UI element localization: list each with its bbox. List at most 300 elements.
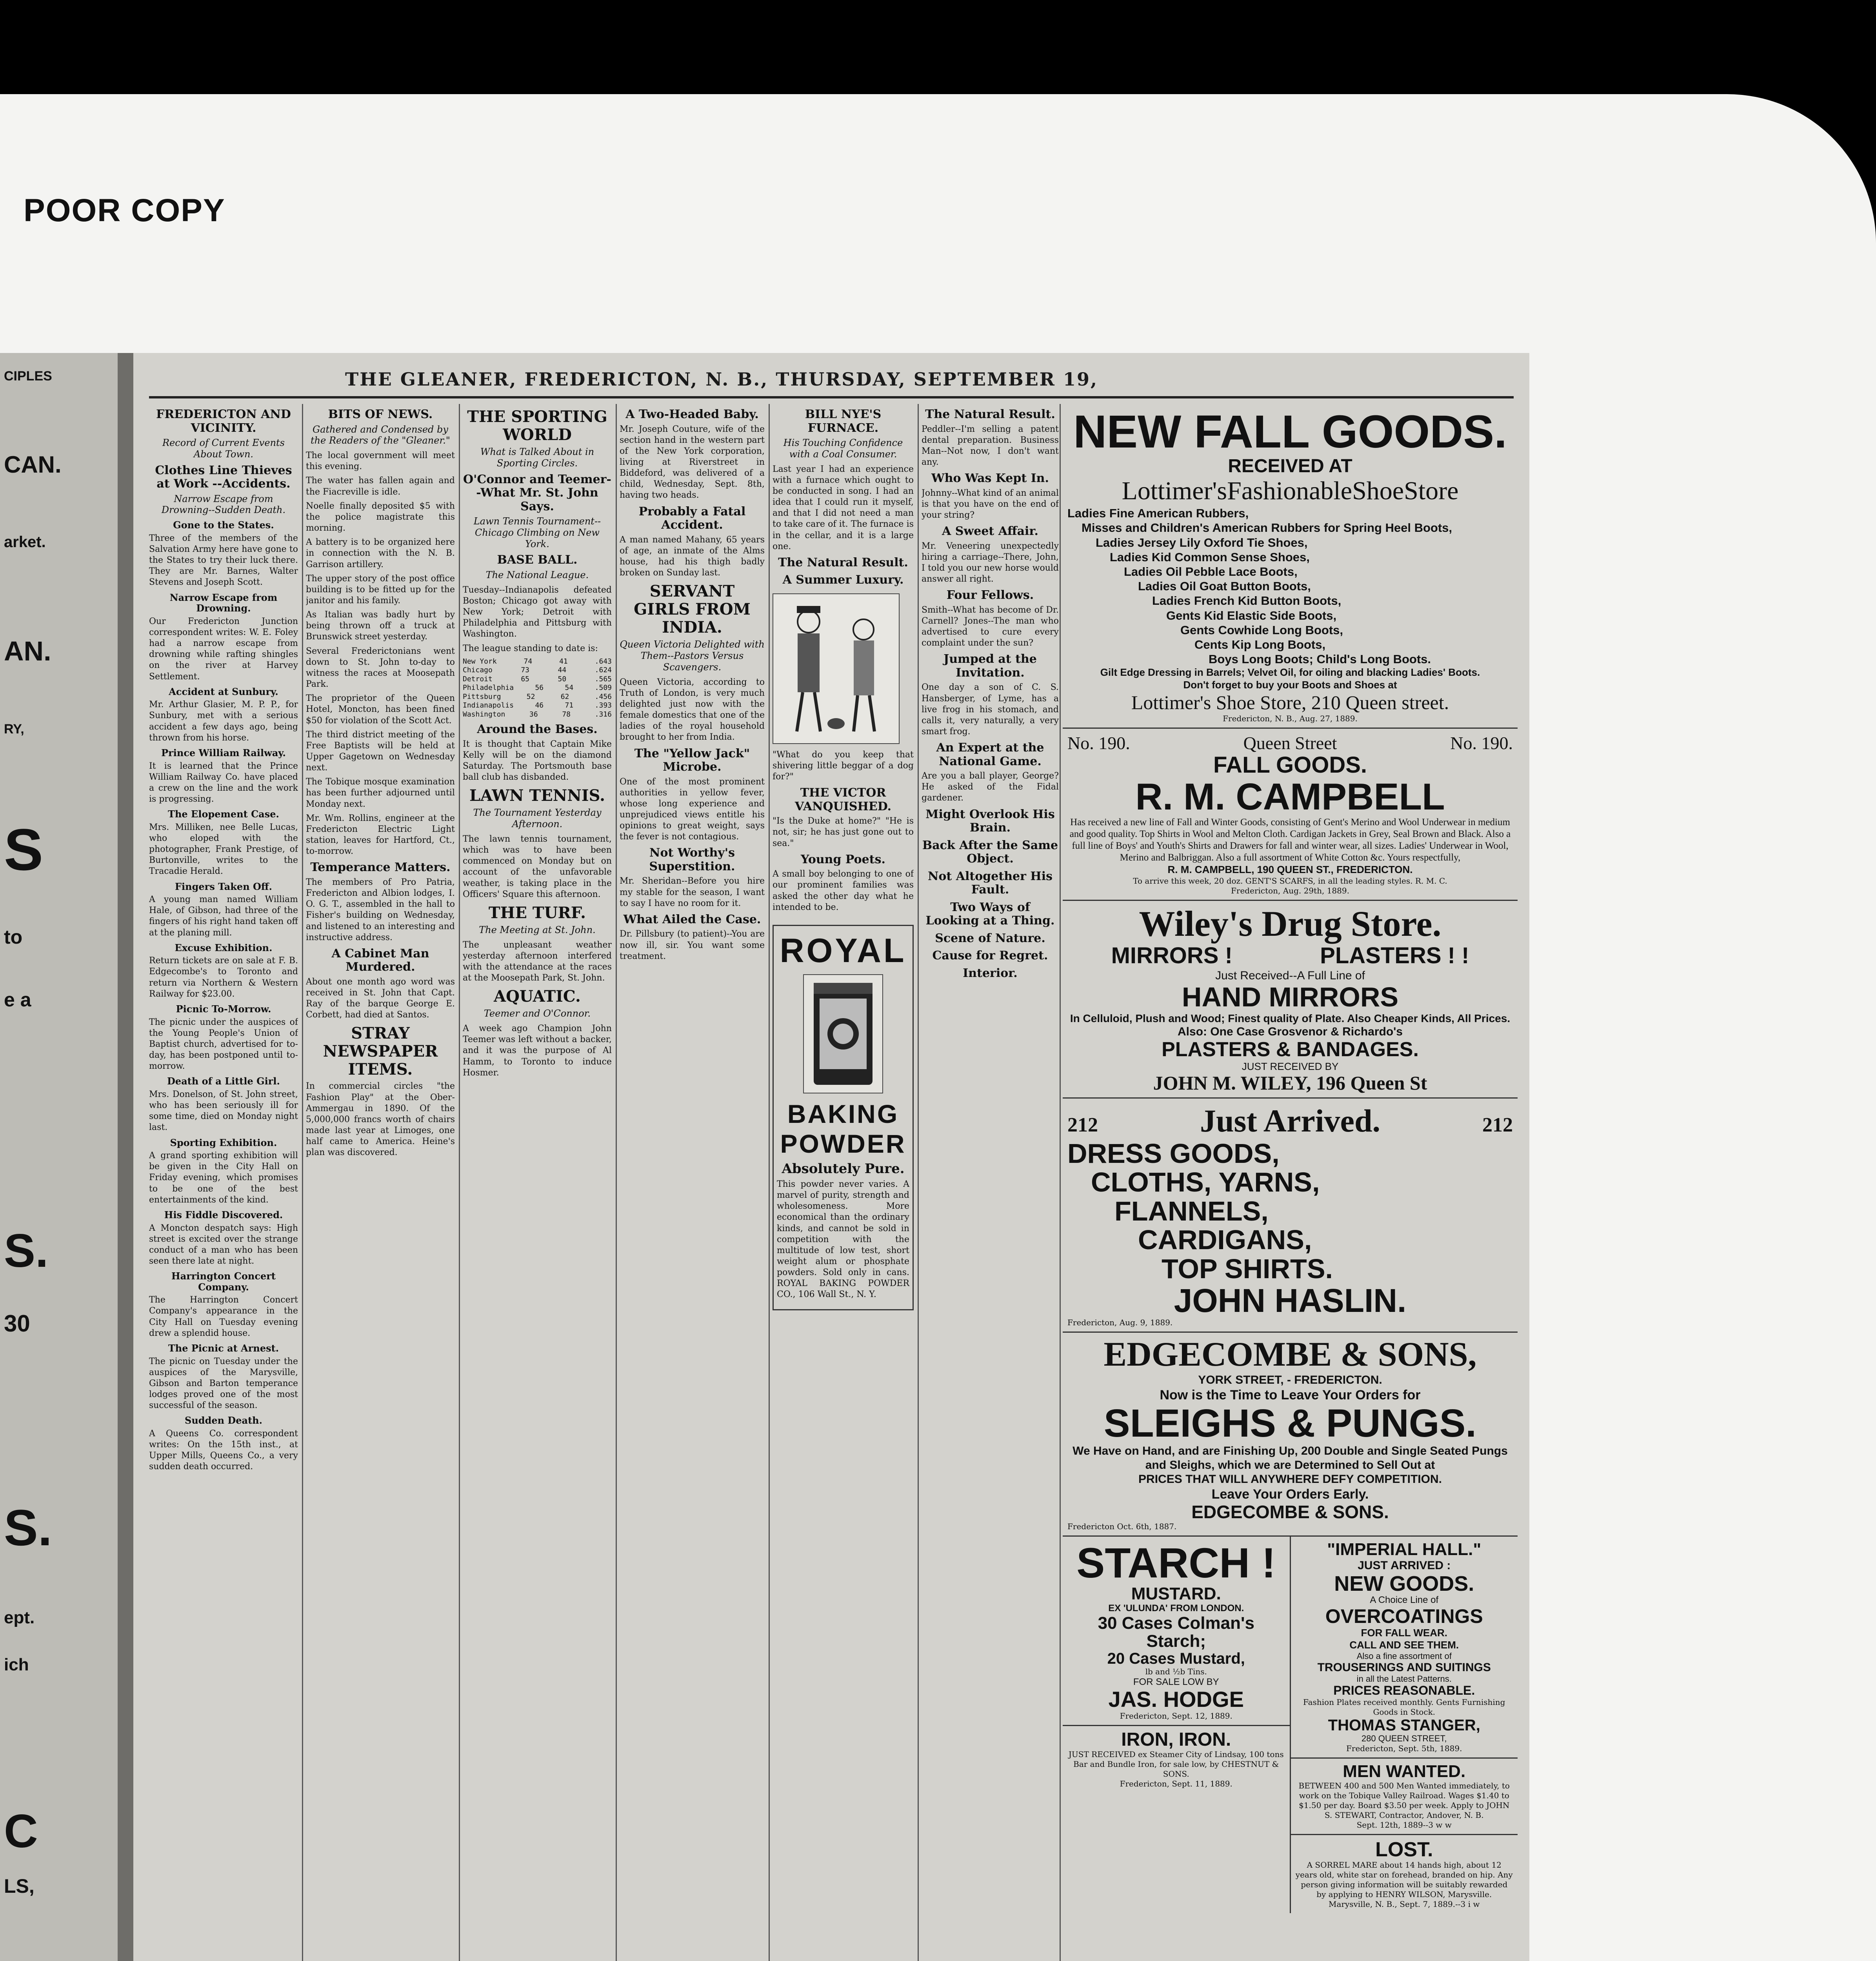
col2-headline: BITS OF NEWS.: [328, 407, 433, 421]
royal-ad-title: ROYAL: [780, 931, 907, 970]
col5-headline-4: THE VICTOR VANQUISHED.: [794, 786, 892, 813]
col6-headline-7: Might Overlook His Brain.: [925, 807, 1055, 835]
lost-body: A SORREL MARE about 14 hands high, about 12 years old, white star on forehead, branded on hip. Any person giving information will be suitably rewarded by applying to HENRY WILSON, Marysville.: [1295, 1860, 1513, 1899]
standings-cell-club: Pittsburg: [463, 692, 501, 701]
previous-page-fragment: CIPLES: [4, 369, 52, 384]
col4-headline: A Two-Headed Baby.: [625, 407, 759, 421]
col4-headline-6: What Ailed the Case.: [623, 912, 761, 926]
shoe-list-item: Cents Kip Long Boots,: [1194, 637, 1326, 651]
imperial-just: JUST ARRIVED :: [1358, 1559, 1451, 1572]
previous-page-fragment: CAN.: [4, 451, 62, 478]
haslin-goods-item: CARDIGANS,: [1138, 1224, 1312, 1255]
wiley-drug-store-ad: [1063, 901, 1518, 1099]
column-miscellany: [620, 404, 765, 1961]
col1-item-title: Death of a Little Girl.: [167, 1075, 280, 1087]
wiley-hand-mirrors: HAND MIRRORS: [1182, 982, 1399, 1013]
page-gutter: [118, 353, 133, 1961]
col1-item-body: A Moncton despatch says: High street is excited over the strange conduct of a man who has been seen there late at night.: [149, 1223, 298, 1266]
col6-headline-4: Four Fellows.: [946, 588, 1034, 602]
previous-page-fragment: e a: [4, 989, 31, 1011]
col1-item-title: Sudden Death.: [185, 1415, 262, 1426]
col1-item-title: Picnic To-Morrow.: [176, 1003, 271, 1015]
advertisement-column: [1063, 404, 1518, 1961]
col3-subhead: What is Talked About in Sporting Circles.: [480, 446, 594, 469]
standings-cell-won: 36: [529, 710, 538, 719]
col5-caption-3: "What do you keep that shivering little beggar of a dog for?": [773, 749, 914, 782]
wiley-just-received: Just Received--A Full Line of: [1215, 969, 1365, 982]
column-divider: [459, 404, 460, 1961]
col4-headline-3: SERVANT GIRLS FROM INDIA.: [634, 582, 751, 637]
lost-ad: [1291, 1835, 1518, 1914]
previous-page-strip: [0, 353, 118, 1961]
col3-subhead-5: The Meeting at St. John.: [479, 924, 596, 935]
col5-headline-3: A Summer Luxury.: [782, 573, 904, 587]
col5-headline-2: The Natural Result.: [778, 555, 908, 569]
imperial-also: Also a fine assortment of: [1356, 1651, 1452, 1661]
col2-news-item: Noelle finally deposited $5 with the police magistrate this morning.: [306, 501, 455, 533]
standings-cell-lost: 71: [565, 701, 574, 710]
standings-cell-won: 56: [535, 684, 544, 692]
haslin-goods-item: DRESS GOODS,: [1067, 1138, 1280, 1169]
col1-item-title: The Picnic at Arnest.: [168, 1342, 279, 1354]
standings-cell-lost: 78: [562, 710, 571, 719]
col2-headline-3: A Cabinet Man Murdered.: [331, 946, 429, 974]
shoe-list-item: Ladies Oil Goat Button Boots,: [1138, 579, 1311, 593]
col1-item-title: The Elopement Case.: [168, 808, 279, 820]
col5-body-4: "Is the Duke at home?" "He is not, sir; he has just gone out to sea.": [773, 816, 914, 848]
campbell-name: R. M. CAMPBELL: [1135, 775, 1445, 818]
column-divider: [616, 404, 617, 1961]
haslin-ad: [1063, 1099, 1518, 1333]
col6-headline-12: Cause for Regret.: [932, 949, 1048, 963]
campbell-number-right: No. 190.: [1450, 733, 1513, 753]
imperial-overcoatings: OVERCOATINGS: [1325, 1605, 1483, 1628]
col1-headline: FREDERICTON AND VICINITY.: [156, 407, 291, 435]
standings-row: [463, 666, 612, 675]
column-divider: [918, 404, 919, 1961]
shoe-list-item: Ladies Kid Common Sense Shoes,: [1110, 550, 1310, 564]
received-at: RECEIVED AT: [1228, 455, 1352, 477]
men-wanted-date: Sept. 12th, 1889--3 w w: [1356, 1820, 1452, 1830]
col6-body-4: Smith--What has become of Dr. Carnell? Jones--The man who advertised to cure every complaint under the sun?: [922, 605, 1059, 648]
standings-row: [463, 693, 612, 702]
col1-item-body: A Queens Co. correspondent writes: On the 15th inst., at Upper Mills, Queens Co., a very sudden death occurred.: [149, 1428, 298, 1472]
wiley-also: Also: One Case Grosvenor & Richardo's: [1178, 1025, 1403, 1039]
col6-body-6: Are you a ball player, George? He asked of the Fidal gardener.: [922, 771, 1059, 803]
shoe-list-item: Ladies Fine American Rubbers,: [1067, 506, 1249, 520]
col1-item-title: Excuse Exhibition.: [175, 942, 273, 953]
starch-for-sale: FOR SALE LOW BY: [1133, 1677, 1219, 1688]
col1-item-body: Our Fredericton Junction correspondent writes: W. E. Foley had a narrow escape from drowning while rafting shingles on the river at Harvey Settlement.: [149, 616, 298, 682]
col3-body: Tuesday--Indianapolis defeated Boston; Chicago got away with New York; Detroit with Philadelphia and Pittsburg with Washington.: [463, 585, 612, 639]
haslin-goods-list: [1067, 1139, 1513, 1284]
column-bits-of-news: [306, 404, 455, 1961]
starch-title: STARCH !: [1076, 1539, 1276, 1586]
campbell-note: To arrive this week, 20 doz. GENT'S SCARFS, in all the leading styles. R. M. C.: [1133, 876, 1447, 886]
shoe-list-item: Gents Kid Elastic Side Boots,: [1166, 608, 1337, 622]
haslin-goods-item: FLANNELS,: [1114, 1195, 1269, 1226]
col6-headline-3: A Sweet Affair.: [942, 524, 1038, 538]
wiley-mirrors: MIRRORS !: [1111, 943, 1232, 969]
col2-news-item: As Italian was badly hurt by being thrown off a truck at Brunswick street yesterday.: [306, 610, 455, 642]
standings-cell-pc: .624: [594, 666, 612, 675]
column-humor: [922, 404, 1059, 1961]
campbell-date: Fredericton, Aug. 29th, 1889.: [1231, 886, 1349, 895]
col3-subhead-2: Lawn Tennis Tournament--Chicago Climbing on New York.: [473, 516, 601, 549]
standings-cell-won: 73: [521, 666, 530, 675]
baking-powder-can-illustration: [803, 974, 883, 1093]
col1-item-body: Mrs. Milliken, nee Belle Lucas, who eloped with the photographer, Frank Prestige, of Burtonville, writes to the Tracadie Herald.: [149, 822, 298, 877]
royal-ad-body: This powder never varies. A marvel of purity, strength and wholesomeness. More economical than the ordinary kinds, and cannot be sold in competition with the multitude of low test, short weight alum or phosphate powders. Sold only in cans. ROYAL BAKING POWDER CO., 106 Wall St., N. Y.: [777, 1179, 909, 1300]
col2-news-item: The Tobique mosque examination has been further adjourned until Monday next.: [306, 777, 455, 809]
previous-page-fragment: S: [4, 817, 44, 882]
previous-page-fragment: AN.: [4, 636, 51, 666]
col2-news-item: The local government will meet this evening.: [306, 451, 455, 472]
wiley-name: JOHN M. WILEY, 196 Queen St: [1153, 1072, 1427, 1094]
col3-headline-5: THE TURF.: [488, 903, 586, 922]
campbell-ad: [1063, 729, 1518, 901]
col1-item-body: A young man named William Hale, of Gibson, had three of the fingers of his right hand taken off at the planing mill.: [149, 895, 298, 938]
imperial-choice: A Choice Line of: [1370, 1595, 1439, 1606]
col2-body-4: In commercial circles "the Fashion Play" at the Ober-Ammergau in 1890. Of the 5,000,000 francs worth of chairs made last year at Limoges, one half came to America. Heine's plan was discovered.: [306, 1081, 455, 1158]
starch-mustard: MUSTARD.: [1131, 1584, 1221, 1603]
standings-cell-club: New York: [463, 657, 497, 666]
col5-subhead: His Touching Confidence with a Coal Consumer.: [783, 437, 903, 460]
standings-cell-pc: .643: [594, 657, 612, 666]
wiley-celluloid: In Celluloid, Plush and Wood; Finest quality of Plate. Also Cheaper Kinds, All Prices.: [1070, 1012, 1511, 1024]
column-bill-nye: [773, 404, 914, 1961]
imperial-address: 280 QUEEN STREET,: [1361, 1733, 1447, 1743]
starch-mustard-cases: 20 Cases Mustard,: [1107, 1650, 1245, 1668]
previous-page-fragment: C: [4, 1805, 38, 1857]
col1-item-title: His Fiddle Discovered.: [164, 1209, 283, 1221]
edgecombe-prices: PRICES THAT WILL ANYWHERE DEFY COMPETITION.: [1138, 1473, 1442, 1486]
previous-page-fragment: S.: [4, 1224, 49, 1277]
standings-cell-pc: .316: [594, 710, 612, 719]
shoe-list-item: Misses and Children's American Rubbers for Spring Heel Boots,: [1082, 521, 1452, 535]
col5-body: Last year I had an experience with a furnace which ought to be conducted in song. I had an idea that I could run it myself, and that I did not need a man to take care of it. The furnace is in the cellar, and it is a large one.: [773, 464, 914, 551]
imperial-call: CALL AND SEE THEM.: [1349, 1639, 1459, 1651]
col4-body-3: Queen Victoria, according to Truth of London, is very much delighted just now with the female domestics that one of the ladies of the royal household brought to her from India.: [620, 677, 765, 742]
lost-date: Marysville, N. B., Sept. 7, 1889.--3 i w: [1328, 1899, 1480, 1909]
col6-headline-6: An Expert at the National Game.: [936, 741, 1044, 768]
standings-cell-club: Philadelphia: [463, 684, 514, 692]
col4-body-6: Dr. Pillsbury (to patient)--You are now ill, sir. You want some treatment.: [620, 929, 765, 961]
wiley-plasters-bandages: PLASTERS & BANDAGES.: [1162, 1038, 1419, 1061]
campbell-body: Has received a new line of Fall and Winter Goods, consisting of Gent's Merino and Wool Underwear in medium and good quality. Top Shirts in Wool and Melton Cloth. Cardigan Jackets in Grey, Seal Brown and Black. Also a full line of Boys' and Youth's Shirts and Drawers for fall and winter wear, all sizes. Ladies' Underwear in Wool, Merino and Balbriggan. Also a full assortment of White Cotton &c. Yours respectfully,: [1069, 817, 1511, 863]
col2-headline-2: Temperance Matters.: [310, 860, 451, 875]
haslin-just-arrived: Just Arrived.: [1200, 1102, 1381, 1139]
campbell-number-left: No. 190.: [1067, 733, 1130, 753]
previous-page-fragment: LS,: [4, 1875, 35, 1897]
standings-cell-lost: 50: [558, 675, 567, 683]
col3-subhead-6: Teemer and O'Connor.: [484, 1008, 591, 1019]
col3-headline: THE SPORTING WORLD: [467, 407, 607, 444]
col1-item-title: Prince William Railway.: [161, 747, 286, 759]
imperial-name: THOMAS STANGER,: [1328, 1716, 1480, 1734]
col1-item-body: It is learned that the Prince William Railway Co. have placed a crew on the line and the work is progressing.: [149, 761, 298, 804]
previous-page-fragment: S.: [4, 1499, 52, 1556]
col6-headline-8: Back After the Same Object.: [922, 838, 1058, 866]
col2-news-item: The proprietor of the Queen Hotel, Moncton, has been fined $50 for violation of the Scott Act.: [306, 693, 455, 726]
col1-item-title: Harrington Concert Company.: [171, 1270, 276, 1293]
previous-page-fragment: ich: [4, 1655, 29, 1674]
col3-headline-3: Around the Bases.: [477, 722, 598, 737]
col2-news-item: Mr. Wm. Rollins, engineer at the Fredericton Electric Light station, leaves for Hartford, Ct., to-morrow.: [306, 813, 455, 857]
col3-body-6: A week ago Champion John Teemer was left without a backer, and it was the purpose of Al Hamm, to Toronto to induce Hosmer.: [463, 1024, 612, 1078]
shoe-list-item: Ladies Oil Pebble Lace Boots,: [1124, 565, 1298, 579]
iron-ad: [1063, 1725, 1290, 1793]
imperial-fall-wear: FOR FALL WEAR.: [1361, 1626, 1447, 1639]
starch-ex: EX 'ULUNDA' FROM LONDON.: [1108, 1603, 1244, 1614]
powder-ad-word: POWDER: [780, 1129, 906, 1158]
standings-cell-club: Chicago: [463, 666, 493, 675]
col1-item-title: Sporting Exhibition.: [170, 1137, 277, 1148]
col4-headline-2: Probably a Fatal Accident.: [638, 504, 746, 532]
col3-headline-4: LAWN TENNIS.: [469, 786, 605, 805]
col2-headline-4: STRAY NEWSPAPER ITEMS.: [323, 1024, 438, 1079]
lottimer-date: Fredericton, N. B., Aug. 27, 1889.: [1223, 713, 1358, 723]
imperial-prices: PRICES REASONABLE.: [1333, 1683, 1475, 1698]
masthead-rule: [149, 396, 1514, 398]
col1-headline-2: Clothes Line Thieves at Work --Accidents.: [155, 463, 292, 491]
imperial-hall-ad: [1291, 1537, 1518, 1759]
edgecombe-body: We Have on Hand, and are Finishing Up, 200 Double and Single Seated Pungs and Sleighs, which we are Determined to Sell Out at: [1073, 1444, 1508, 1472]
shoe-list: [1067, 506, 1513, 666]
edgecombe-date: Fredericton Oct. 6th, 1887.: [1067, 1521, 1177, 1531]
edgecombe-ad: [1063, 1333, 1518, 1536]
col5-headline: BILL NYE'S FURNACE.: [805, 407, 882, 435]
imperial-title: "IMPERIAL HALL.": [1327, 1539, 1482, 1559]
standings-row: [463, 684, 612, 693]
campbell-fall-goods: FALL GOODS.: [1213, 752, 1367, 778]
edgecombe-title: EDGECOMBE & SONS,: [1103, 1335, 1477, 1374]
col6-body-5: One day a son of C. S. Hansberger, of Lyme, has a live frog in his stomach, and calls it, very naturally, a very smart frog.: [922, 682, 1059, 737]
haslin-goods-item: TOP SHIRTS.: [1162, 1253, 1333, 1284]
lottimer-address: Lottimer's Shoe Store, 210 Queen street.: [1131, 691, 1449, 713]
standings-row: [463, 701, 612, 710]
col1-item-title: Narrow Escape from Drowning.: [169, 591, 278, 614]
haslin-number-right: 212: [1482, 1113, 1513, 1136]
col2-item-list: [306, 450, 455, 857]
col2-body-2: The members of Pro Patria, Fredericton and Albion lodges, I. O. G. T., assembled in the hall to Fisher's building on Wednesday, and listened to an interesting and instructive address.: [306, 877, 455, 942]
col3-body-3: It is thought that Captain Mike Kelly will be on the diamond Saturday. The Portsmouth base ball club has disbanded.: [463, 739, 612, 782]
haslin-goods-item: CLOTHS, YARNS,: [1091, 1167, 1320, 1198]
col3-league: The National League.: [485, 569, 589, 580]
ads-bottom-split: [1063, 1537, 1518, 1914]
starch-tins: lb and ½b Tins.: [1145, 1667, 1207, 1677]
starch-cases: 30 Cases Colman's Starch;: [1098, 1613, 1254, 1651]
dont-forget-note: Don't forget to buy your Boots and Shoes at: [1183, 679, 1397, 691]
absolutely-pure: Absolutely Pure.: [782, 1161, 905, 1177]
col4-body: Mr. Joseph Couture, wife of the section hand in the western part of the New York corporation, living at Riverstreet in Biddeford, was delivered of a child, Wednesday, Sept. 8th, having two heads.: [620, 424, 765, 500]
standings-cell-pc: .565: [594, 675, 612, 683]
haslin-name: JOHN HASLIN.: [1174, 1282, 1407, 1319]
col6-body: Peddler--I'm selling a patent dental preparation. Business Man--Not now, I don't want any.: [922, 424, 1059, 467]
imperial-trouserings: TROUSERINGS AND SUITINGS: [1317, 1661, 1491, 1674]
shoe-list-item: Boys Long Boots; Child's Long Boots.: [1209, 652, 1431, 666]
lottimer-shoe-ad: [1063, 404, 1518, 729]
edgecombe-street: YORK STREET, - FREDERICTON.: [1198, 1373, 1382, 1386]
col1-subhead: Record of Current Events About Town.: [162, 437, 285, 460]
col4-subhead-3: Queen Victoria Delighted with Them--Pastors Versus Scavengers.: [620, 639, 765, 673]
col4-body-5: Mr. Sheridan--Before you hire my stable for the season, I want to say I have no room for it.: [620, 876, 765, 908]
standings-cell-lost: 54: [565, 684, 574, 692]
column-sporting-world: [463, 404, 612, 1961]
col1-item-body: A grand sporting exhibition will be given in the City Hall on Friday evening, which promises to be one of the best entertainments of the kind.: [149, 1151, 298, 1205]
standings-row: [463, 710, 612, 719]
previous-page-fragment: ept.: [4, 1608, 35, 1627]
edgecombe-leave: Leave Your Orders Early.: [1211, 1487, 1369, 1502]
col2-news-item: A battery is to be organized here in connection with the N. B. Garrison artillery.: [306, 537, 455, 569]
iron-body: JUST RECEIVED ex Steamer City of Lindsay, 100 tons Bar and Bundle Iron, for sale low, by CHESTNUT & SONS.: [1068, 1750, 1284, 1779]
starch-ad: [1063, 1537, 1290, 1725]
standings-cell-lost: 44: [558, 666, 567, 675]
summer-luxury-illustration: [773, 593, 900, 744]
edgecombe-sleighs: SLEIGHS & PUNGS.: [1103, 1401, 1477, 1446]
previous-page-fragment: RY,: [4, 722, 24, 737]
col1-item-body: The picnic under the auspices of the Young People's Union of Baptist church, advertised for to-day, has been postponed until to-morrow.: [149, 1017, 298, 1071]
col1-item-title: Fingers Taken Off.: [175, 880, 272, 892]
previous-page-fragment: 30: [4, 1310, 30, 1337]
col1-item-title: Gone to the States.: [173, 519, 274, 531]
standings-cell-club: Detroit: [463, 675, 493, 683]
col2-news-item: Several Frederictonians went down to St. John to-day to witness the races at Moosepath Park.: [306, 646, 455, 689]
iron-date: Fredericton, Sept. 11, 1889.: [1120, 1779, 1232, 1789]
col4-headline-4: The "Yellow Jack" Microbe.: [634, 746, 750, 774]
edgecombe-signature: EDGECOMBE & SONS.: [1191, 1502, 1389, 1523]
col2-news-item: The third district meeting of the Free Baptists will be held at Upper Gagetown on Wednesday next.: [306, 729, 455, 773]
campbell-signature: R. M. CAMPBELL, 190 QUEEN ST., FREDERICTON.: [1167, 864, 1413, 876]
haslin-date: Fredericton, Aug. 9, 1889.: [1067, 1318, 1173, 1328]
iron-title: IRON, IRON.: [1121, 1729, 1231, 1750]
col6-headline-5: Jumped at the Invitation.: [943, 652, 1037, 680]
standings-cell-won: 74: [524, 657, 533, 666]
col6-headline-2: Who Was Kept In.: [931, 471, 1049, 486]
standings-cell-lost: 41: [559, 657, 568, 666]
col1-item-body: Mrs. Donelson, of St. John street, who has been seriously ill for some time, died on Monday night last.: [149, 1089, 298, 1133]
wiley-just-received-by: JUST RECEIVED BY: [1242, 1060, 1339, 1072]
col4-headline-5: Not Worthy's Superstition.: [649, 846, 735, 873]
standings-cell-won: 65: [521, 675, 530, 683]
col6-headline: The Natural Result.: [925, 407, 1055, 421]
standings-cell-pc: .509: [594, 684, 612, 692]
campbell-address-row: [1067, 733, 1513, 753]
new-fall-goods-title: NEW FALL GOODS.: [1073, 406, 1507, 458]
col3-headline-6: AQUATIC.: [494, 987, 581, 1006]
col3-subhead-4: The Tournament Yesterday Afternoon.: [473, 807, 602, 830]
col1-item-body: The picnic on Tuesday under the auspices of the Marysville, Gibson and Barton temperance lodges proved one of the most successful of the season.: [149, 1356, 298, 1411]
standings-cell-won: 52: [526, 692, 535, 701]
imperial-plates: Fashion Plates received monthly. Gents Furnishing Goods in Stock.: [1303, 1697, 1505, 1717]
wiley-plasters: PLASTERS ! !: [1320, 943, 1469, 969]
col2-news-item: The water has fallen again and the Fiacreville is idle.: [306, 476, 455, 497]
col6-headline-9: Not Altogether His Fault.: [928, 869, 1053, 897]
col2-subhead: Gathered and Condensed by the Readers of the "Gleaner.": [311, 424, 450, 446]
col1-item-body: Return tickets are on sale at F. B. Edgecombe's to Toronto and return via Northern & Western Railway for $23.00.: [149, 956, 298, 999]
campbell-street: Queen Street: [1243, 733, 1337, 753]
col4-body-2: A man named Mahany, 65 years of age, an inmate of the Alms house, had his thigh badly broken on Sunday last.: [620, 535, 765, 578]
col6-body-3: Mr. Veneering unexpectedly hiring a carriage--There, John, I told you our new horse would answer all right.: [922, 541, 1059, 584]
column-divider: [302, 404, 303, 1961]
col2-news-item: The upper story of the post office building is to be fitted up for the janitor and his family.: [306, 573, 455, 606]
standings-cell-club: Indianapolis: [463, 701, 514, 710]
standings-cell-won: 46: [535, 701, 544, 710]
previous-page-fragment: to: [4, 926, 23, 948]
standings-cell-lost: 62: [560, 692, 569, 701]
newspaper-page: [0, 353, 1529, 1961]
col1-item-title: Accident at Sunbury.: [169, 686, 278, 697]
col6-body-2: Johnny--What kind of an animal is that you have on the end of your string?: [922, 488, 1059, 520]
previous-page-fragment: arket.: [4, 533, 46, 551]
col6-headline-10: Two Ways of Looking at a Thing.: [925, 900, 1055, 928]
col3-baseball: BASE BALL.: [497, 553, 578, 567]
col4-body-4: One of the most prominent authorities in yellow fever, whose long experience and unprejudiced views entitle his opinions to great weight, says the fever is not contagious.: [620, 777, 765, 842]
starch-date: Fredericton, Sept. 12, 1889.: [1120, 1711, 1232, 1721]
lost-title: LOST.: [1375, 1838, 1433, 1861]
col3-headline-2: O'Connor and Teemer--What Mr. St. John Says.: [463, 472, 611, 513]
standings-cell-pc: .393: [594, 701, 612, 710]
column-divider: [1060, 404, 1061, 1961]
column-local-news: [149, 404, 298, 1961]
col5-body-5: A small boy belonging to one of our prominent families was asked the other day what he intended to be.: [773, 869, 914, 912]
col1-item-body: The Harrington Concert Company's appearance in the City Hall on Tuesday evening drew a splendid house.: [149, 1295, 298, 1338]
standings-cell-club: Washington: [463, 710, 505, 719]
newspaper-sheet: [133, 353, 1529, 1961]
col3-standing-head: The league standing to date is:: [463, 643, 598, 653]
men-wanted-title: MEN WANTED.: [1343, 1762, 1466, 1781]
ads-bottom-left: [1063, 1537, 1291, 1914]
men-wanted-body: BETWEEN 400 and 500 Men Wanted immediately, to work on the Tobique Valley Railroad. Wages $1.40 to $1.50 per day. Board $3.50 per week. Apply to JOHN S. STEWART, Contractor, Andover, N. B.: [1298, 1781, 1510, 1820]
wiley-mirrors-plasters: [1067, 942, 1513, 969]
poor-copy-label: POOR COPY: [24, 193, 225, 228]
starch-seller: JAS. HODGE: [1108, 1687, 1244, 1712]
col1-subhead-2: Narrow Escape from Drowning--Sudden Death.: [161, 493, 286, 516]
ads-bottom-right: [1291, 1537, 1518, 1914]
lottimer-store-name: Lottimer'sFashionableShoeStore: [1122, 477, 1459, 506]
col6-headline-13: Interior.: [963, 966, 1018, 980]
col1-item-body: Mr. Arthur Glasier, M. P. P., for Sunbury, met with a serious accident a few days ago, being thrown from his horse.: [149, 700, 298, 743]
col1-article-list: [149, 520, 298, 1472]
league-standings-table: [463, 657, 612, 719]
standings-cell-pc: .456: [594, 692, 612, 701]
wiley-title: Wiley's Drug Store.: [1139, 903, 1442, 944]
col3-body-4: The lawn tennis tournament, which was to have been commenced on Monday but on account of the unfavorable weather, is taking place in the Officers' Square this afternoon.: [463, 834, 612, 899]
col3-body-5: The unpleasant weather yesterday afternoon interfered with the attendance at the races at the Moosepath Park, St. John.: [463, 940, 612, 983]
col6-headline-11: Scene of Nature.: [935, 931, 1045, 945]
haslin-number-left: 212: [1067, 1113, 1098, 1136]
standings-row: [463, 675, 612, 684]
standings-row: [463, 657, 612, 666]
imperial-latest: in all the Latest Patterns.: [1356, 1674, 1452, 1684]
gilt-edge-note: Gilt Edge Dressing in Barrels; Velvet Oil, for oiling and blacking Ladies' Boots.: [1100, 666, 1480, 679]
column-divider: [769, 404, 770, 1961]
masthead: THE GLEANER, FREDERICTON, N. B., THURSDAY, SEPTEMBER 19,: [345, 369, 1098, 390]
shoe-list-item: Gents Cowhide Long Boots,: [1180, 623, 1343, 637]
royal-baking-powder-ad: [773, 925, 914, 1310]
col2-body-3: About one month ago word was received in St. John that Capt. Ray of the barque George E. Corbett, had died at Santos.: [306, 977, 455, 1020]
shoe-list-item: Ladies French Kid Button Boots,: [1152, 594, 1342, 608]
imperial-new-goods: NEW GOODS.: [1334, 1572, 1474, 1595]
baking-ad-word: BAKING: [787, 1099, 899, 1128]
shoe-list-item: Ladies Jersey Lily Oxford Tie Shoes,: [1096, 535, 1308, 549]
edgecombe-now: Now is the Time to Leave Your Orders for: [1160, 1387, 1421, 1403]
col1-item-body: Three of the members of the Salvation Army here have gone to the States to try their luck there. They are Mr. Barnes, Walter Stevens and Joseph Scott.: [149, 533, 298, 588]
haslin-header-row: [1067, 1102, 1513, 1139]
men-wanted-ad: [1291, 1759, 1518, 1835]
imperial-date: Fredericton, Sept. 5th, 1889.: [1346, 1744, 1462, 1754]
col5-headline-5: Young Poets.: [801, 852, 885, 866]
